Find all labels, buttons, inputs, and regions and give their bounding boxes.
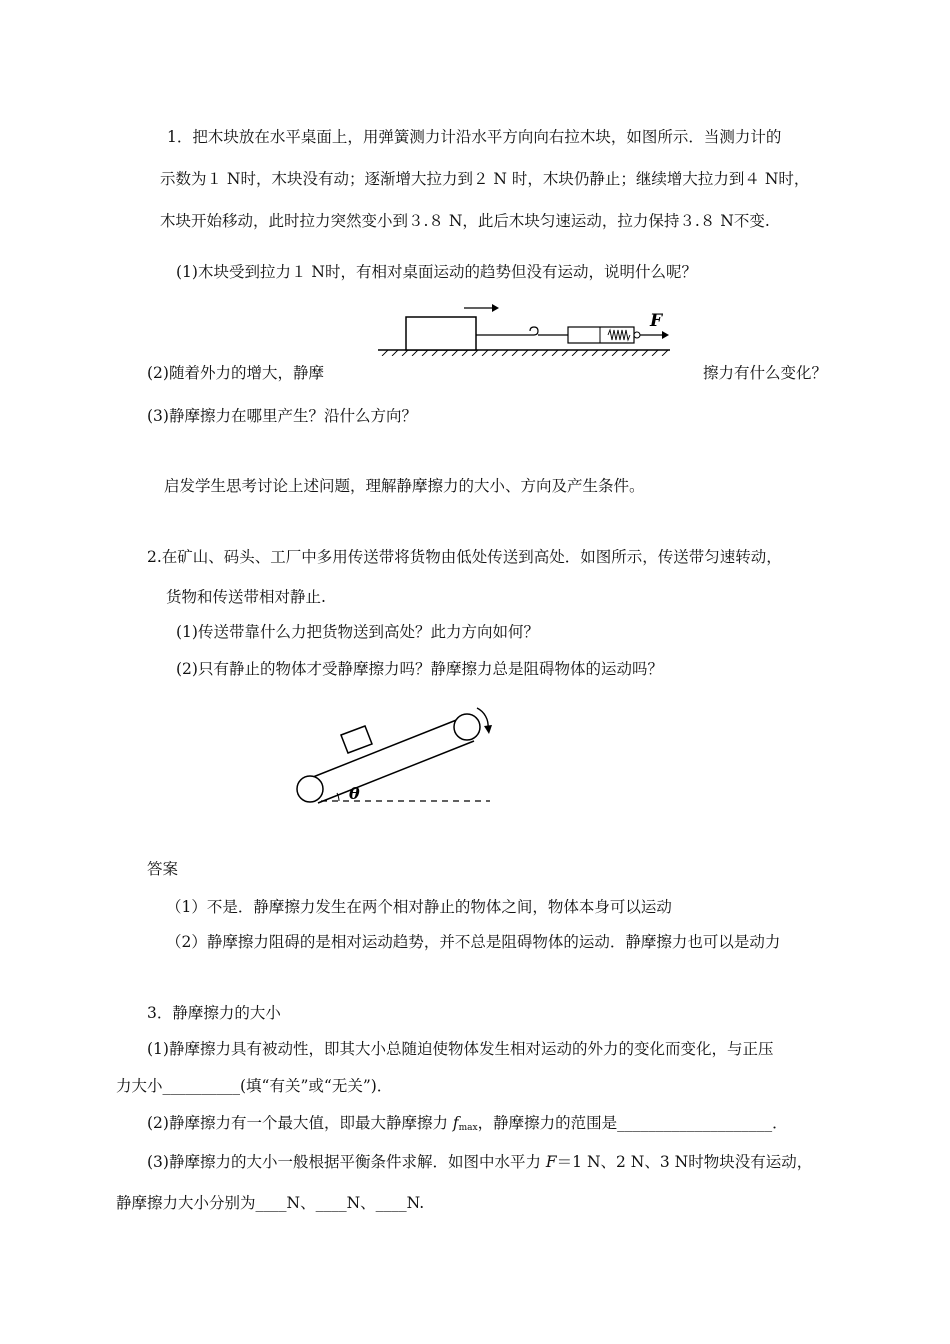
q3-p3-line-2: 静摩擦力大小分别为____N、____N、____N. xyxy=(116,1194,425,1212)
force-arrow-icon xyxy=(662,331,669,339)
force-symbol: F xyxy=(545,1153,557,1171)
q3-p3-line-1 xyxy=(147,1152,812,1172)
q1-line-1: 1．把木块放在水平桌面上，用弹簧测力计沿水平方向向右拉木块，如图所示．当测力计的 xyxy=(167,128,782,146)
q2-sub-2: (2)只有静止的物体才受静摩擦力吗？静摩擦力总是阻碍物体的运动吗？ xyxy=(176,660,663,678)
lower-roller xyxy=(297,776,323,802)
q1-teacher-note: 启发学生思考讨论上述问题，理解静摩擦力的大小、方向及产生条件。 xyxy=(164,477,645,495)
q1-line-2: 示数为１ N时，木块没有动；逐渐增大拉力到２ N 时，木块仍静止；继续增大拉力到４ N时， xyxy=(160,170,810,188)
rotation-arrow-icon xyxy=(484,725,492,734)
q3-p3-pre: (3)静摩擦力的大小一般根据平衡条件求解．如图中水平力 xyxy=(147,1153,546,1171)
q3-title: 3．静摩擦力的大小 xyxy=(147,1004,281,1022)
force-label: F xyxy=(650,311,663,331)
upper-roller xyxy=(454,714,480,740)
ground-hatching xyxy=(382,350,668,356)
q1-sub-2-start: (2)随着外力的增大，静摩 xyxy=(147,364,324,382)
q3-p1-line-1: (1)静摩擦力具有被动性，即其大小总随迫使物体发生相对运动的外力的变化而变化，与正压 xyxy=(147,1040,774,1058)
q3-p2-post: ，静摩擦力的范围是____________________． xyxy=(477,1114,788,1132)
q1-sub-2-end: 擦力有什么变化？ xyxy=(703,364,828,382)
q1-sub-3: (3)静摩擦力在哪里产生？沿什么方向？ xyxy=(147,407,417,425)
q3-p1-line-2: 力大小__________(填“有关”或“无关”)． xyxy=(116,1077,393,1095)
cargo-box xyxy=(341,726,372,753)
q3-p2 xyxy=(147,1113,788,1138)
spring-scale xyxy=(568,327,634,343)
q3-p3-post: ＝1 N、2 N、3 N时物块没有运动， xyxy=(556,1153,813,1171)
block-spring-figure xyxy=(372,300,672,356)
hook-icon xyxy=(530,327,538,335)
angle-label: θ xyxy=(349,784,360,803)
fmax-symbol: f xyxy=(452,1114,459,1132)
q1-sub-1: (1)木块受到拉力１ N时，有相对桌面运动的趋势但没有运动，说明什么呢？ xyxy=(176,263,697,281)
q2-sub-1: (1)传送带靠什么力把货物送到高处？此力方向如何？ xyxy=(176,623,539,641)
conveyor-belt-figure xyxy=(285,700,500,810)
wooden-block xyxy=(406,317,476,350)
q2-line-2: 货物和传送带相对静止. xyxy=(166,588,326,606)
answer-1: （1）不是．静摩擦力发生在两个相对静止的物体之间，物体本身可以运动 xyxy=(166,898,672,916)
q1-line-3: 木块开始移动，此时拉力突然变小到３.８ N，此后木块匀速运动，拉力保持３.８ N不变. xyxy=(160,212,770,230)
motion-arrow-icon xyxy=(492,304,499,312)
q2-line-1: 2.在矿山、码头、工厂中多用传送带将货物由低处传送到高处．如图所示，传送带匀速转动， xyxy=(147,548,782,566)
q3-p2-pre: (2)静摩擦力有一个最大值，即最大静摩擦力 xyxy=(147,1114,453,1132)
fmax-subscript: max xyxy=(458,1123,478,1133)
answer-2: （2）静摩擦力阻碍的是相对运动趋势，并不总是阻碍物体的运动．静摩擦力也可以是动力 xyxy=(166,933,781,951)
answer-title: 答案 xyxy=(147,860,179,878)
